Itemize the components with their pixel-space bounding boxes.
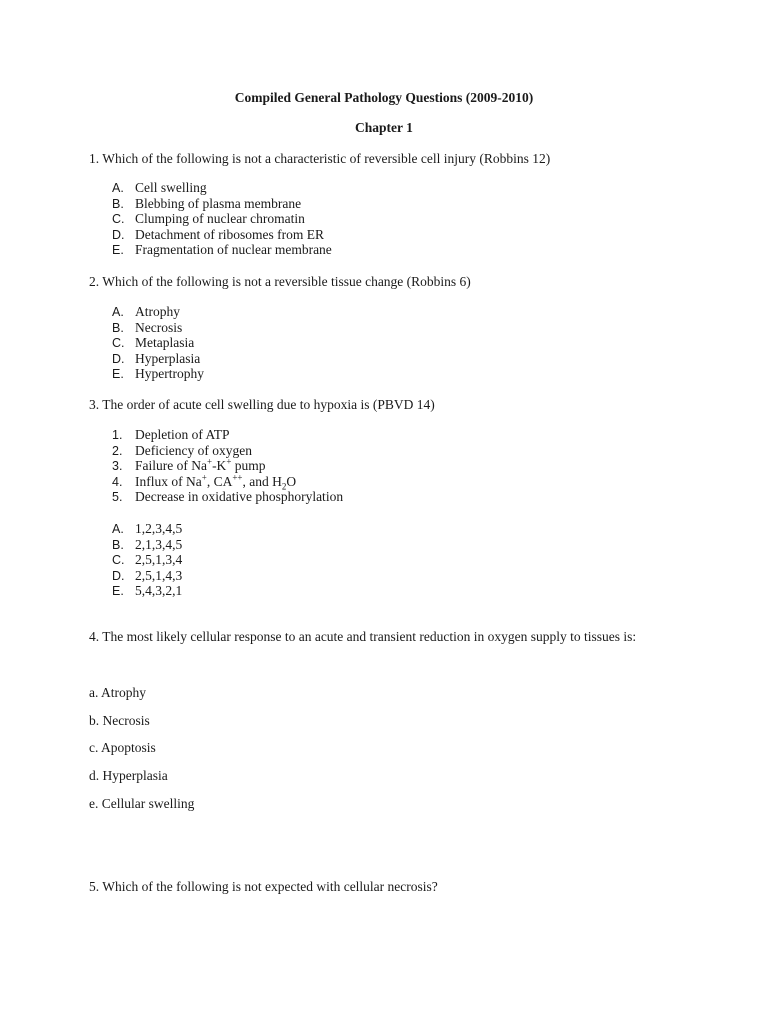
option: A. 1,2,3,4,5 bbox=[112, 521, 183, 536]
document-title: Compiled General Pathology Questions (2009-2010) bbox=[234, 90, 534, 105]
step: 5. Decrease in oxidative phosphorylation bbox=[112, 489, 344, 505]
question-2: 2. Which of the following is not a reversible tissue change (Robbins 6) bbox=[89, 274, 471, 289]
question-2-options bbox=[112, 304, 204, 382]
option: A. Cell swelling bbox=[112, 180, 207, 195]
option: a. Atrophy bbox=[89, 685, 146, 700]
option: A. Atrophy bbox=[112, 304, 180, 319]
option: E. 5,4,3,2,1 bbox=[112, 583, 183, 599]
option: C. 2,5,1,3,4 bbox=[112, 552, 183, 568]
option: b. Necrosis bbox=[89, 713, 150, 728]
step: 4. Influx of Na+, CA++, and $H_2O$ bbox=[112, 472, 297, 492]
question-1-options bbox=[112, 180, 332, 258]
step: 1. Depletion of ATP bbox=[112, 427, 230, 442]
option: D. Detachment of ribosomes from ER bbox=[112, 226, 324, 242]
question-4: 4. The most likely cellular response to an acute and transient reduction in oxygen supply to tissues is: bbox=[89, 629, 637, 644]
option: E. Hypertrophy bbox=[112, 366, 204, 382]
option: D. 2,5,1,4,3 bbox=[112, 567, 183, 583]
question-3: 3. The order of acute cell swelling due to hypoxia is (PBVD 14) bbox=[89, 397, 435, 412]
option: D. Hyperplasia bbox=[112, 350, 201, 366]
option: B. Necrosis bbox=[112, 319, 183, 335]
option: d. Hyperplasia bbox=[89, 768, 168, 783]
option: B. Blebbing of plasma membrane bbox=[112, 195, 302, 211]
option: e. Cellular swelling bbox=[89, 796, 195, 811]
option: E. Fragmentation of nuclear membrane bbox=[112, 242, 332, 258]
step: 2. Deficiency of oxygen bbox=[112, 442, 252, 458]
question-3-options bbox=[112, 521, 182, 599]
question-5: 5. Which of the following is not expected with cellular necrosis? bbox=[89, 879, 438, 894]
option: B. 2,1,3,4,5 bbox=[112, 536, 183, 552]
step: 3. Failure of Na+-K+ pump bbox=[112, 456, 266, 474]
question-1: 1. Which of the following is not a characteristic of reversible cell injury (Robbins 12) bbox=[89, 151, 551, 166]
question-3-steps bbox=[112, 427, 343, 505]
option: c. Apoptosis bbox=[89, 740, 156, 755]
option: C. Clumping of nuclear chromatin bbox=[112, 211, 305, 227]
chapter-heading: Chapter 1 bbox=[355, 120, 413, 135]
option: C. Metaplasia bbox=[112, 335, 195, 351]
